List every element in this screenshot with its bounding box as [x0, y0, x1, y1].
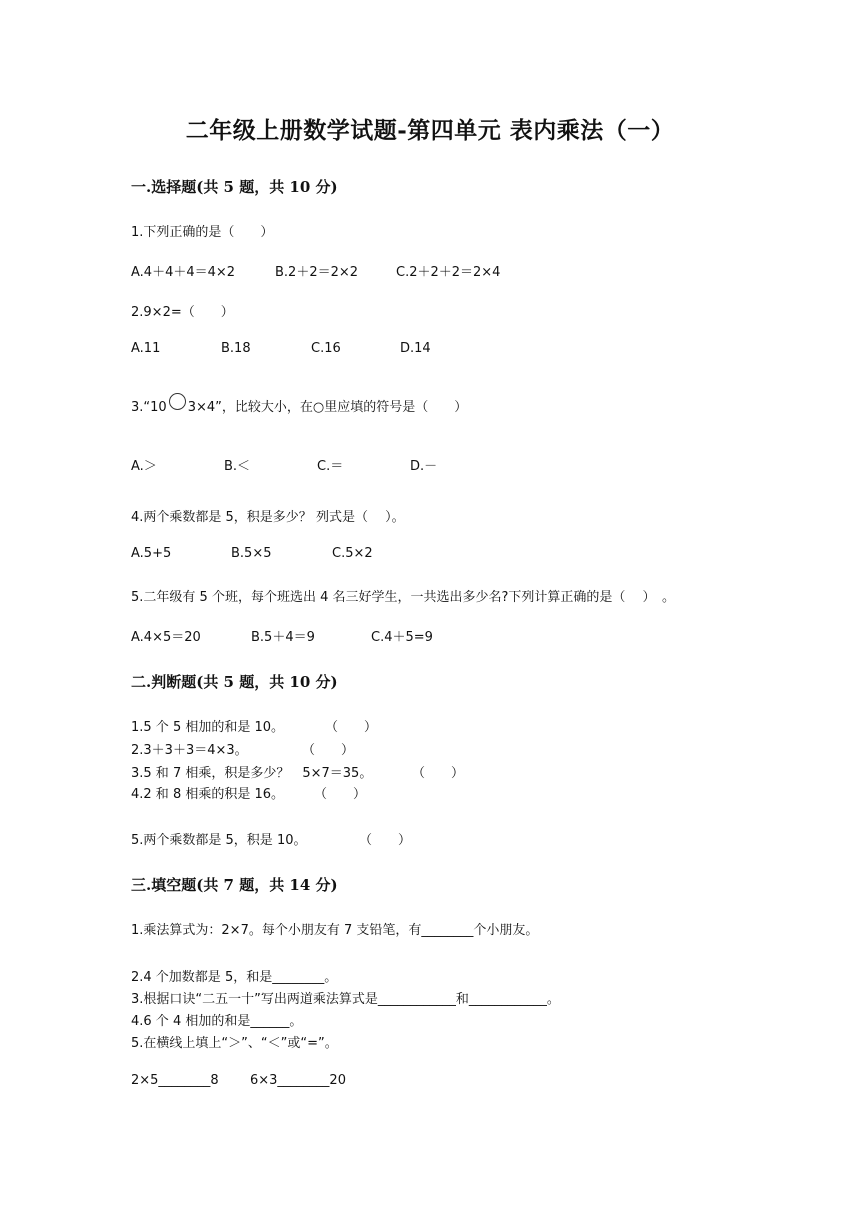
- option-1-1-a: A.4＋4＋4＝4×2: [131, 265, 236, 280]
- option-1-2-c: C.16: [311, 341, 341, 356]
- judge-item-4: 4.2 和 8 相乘的积是 16。: [131, 787, 285, 802]
- fill-item-1: 1.乘法算式为：2×7。每个小朋友有 7 支铅笔，有________个小朋友。: [131, 923, 539, 938]
- question-1-1: 1.下列正确的是（ ）: [131, 225, 274, 240]
- section-3-heading: 三.填空题(共 7 题，共 14 分): [131, 876, 338, 894]
- page-title: 二年级上册数学试题-第四单元 表内乘法（一）: [185, 117, 675, 144]
- option-1-4-a: A.5+5: [131, 546, 172, 561]
- judge-item-1-parens: （ ）: [325, 720, 378, 735]
- judge-item-5: 5.两个乘数都是 5，积是 10。: [131, 833, 307, 848]
- option-1-4-c: C.5×2: [332, 546, 373, 561]
- judge-item-4-parens: （ ）: [314, 787, 367, 802]
- fill-item-5: 5.在横线上填上“＞”、“＜”或“=”。: [131, 1036, 338, 1051]
- comparison-circle-icon: [169, 393, 186, 410]
- option-1-2-d: D.14: [400, 341, 431, 356]
- option-1-2-b: B.18: [221, 341, 251, 356]
- judge-item-2: 2.3＋3＋3＝4×3。: [131, 743, 248, 758]
- judge-item-3-parens: （ ）: [412, 766, 465, 781]
- fill-item-3: 3.根据口诀“二五一十”写出两道乘法算式是____________和____________。: [131, 992, 560, 1007]
- section-1-heading: 一.选择题(共 5 题，共 10 分): [131, 178, 338, 196]
- compare-expression-2: 6×3________20: [250, 1073, 346, 1088]
- option-1-5-c: C.4＋5=9: [371, 630, 433, 645]
- judge-item-3: 3.5 和 7 相乘，积是多少？ 5×7＝35。: [131, 766, 373, 781]
- option-1-5-a: A.4×5＝20: [131, 630, 201, 645]
- option-1-5-b: B.5＋4＝9: [251, 630, 315, 645]
- option-1-4-b: B.5×5: [231, 546, 272, 561]
- fill-item-4: 4.6 个 4 相加的和是______。: [131, 1014, 303, 1029]
- option-1-3-c: C.＝: [317, 459, 344, 474]
- question-1-2: 2.9×2=（ ）: [131, 305, 234, 320]
- option-1-1-b: B.2＋2＝2×2: [275, 265, 359, 280]
- question-1-3-after: 3×4”，比较大小，在○里应填的符号是（ ）: [187, 400, 468, 415]
- judge-item-2-parens: （ ）: [302, 743, 355, 758]
- section-2-heading: 二.判断题(共 5 题，共 10 分): [131, 673, 338, 691]
- question-1-5: 5.二年级有 5 个班，每个班选出 4 名三好学生，一共选出多少名?下列计算正确的是（ ） 。: [131, 590, 676, 605]
- option-1-3-b: B.＜: [224, 459, 251, 474]
- judge-item-1: 1.5 个 5 相加的和是 10。: [131, 720, 285, 735]
- fill-item-2: 2.4 个加数都是 5，和是________。: [131, 970, 338, 985]
- option-1-3-d: D.－: [410, 459, 438, 474]
- question-1-4: 4.两个乘数都是 5，积是多少？ 列式是（ ）。: [131, 510, 405, 525]
- option-1-1-c: C.2＋2＋2＝2×4: [396, 265, 501, 280]
- judge-item-5-parens: （ ）: [359, 833, 412, 848]
- option-1-3-a: A.＞: [131, 459, 157, 474]
- option-1-2-a: A.11: [131, 341, 161, 356]
- question-1-3-before: 3.“10: [131, 400, 167, 415]
- compare-expression-1: 2×5________8: [131, 1073, 219, 1088]
- question-1-3: [131, 396, 467, 416]
